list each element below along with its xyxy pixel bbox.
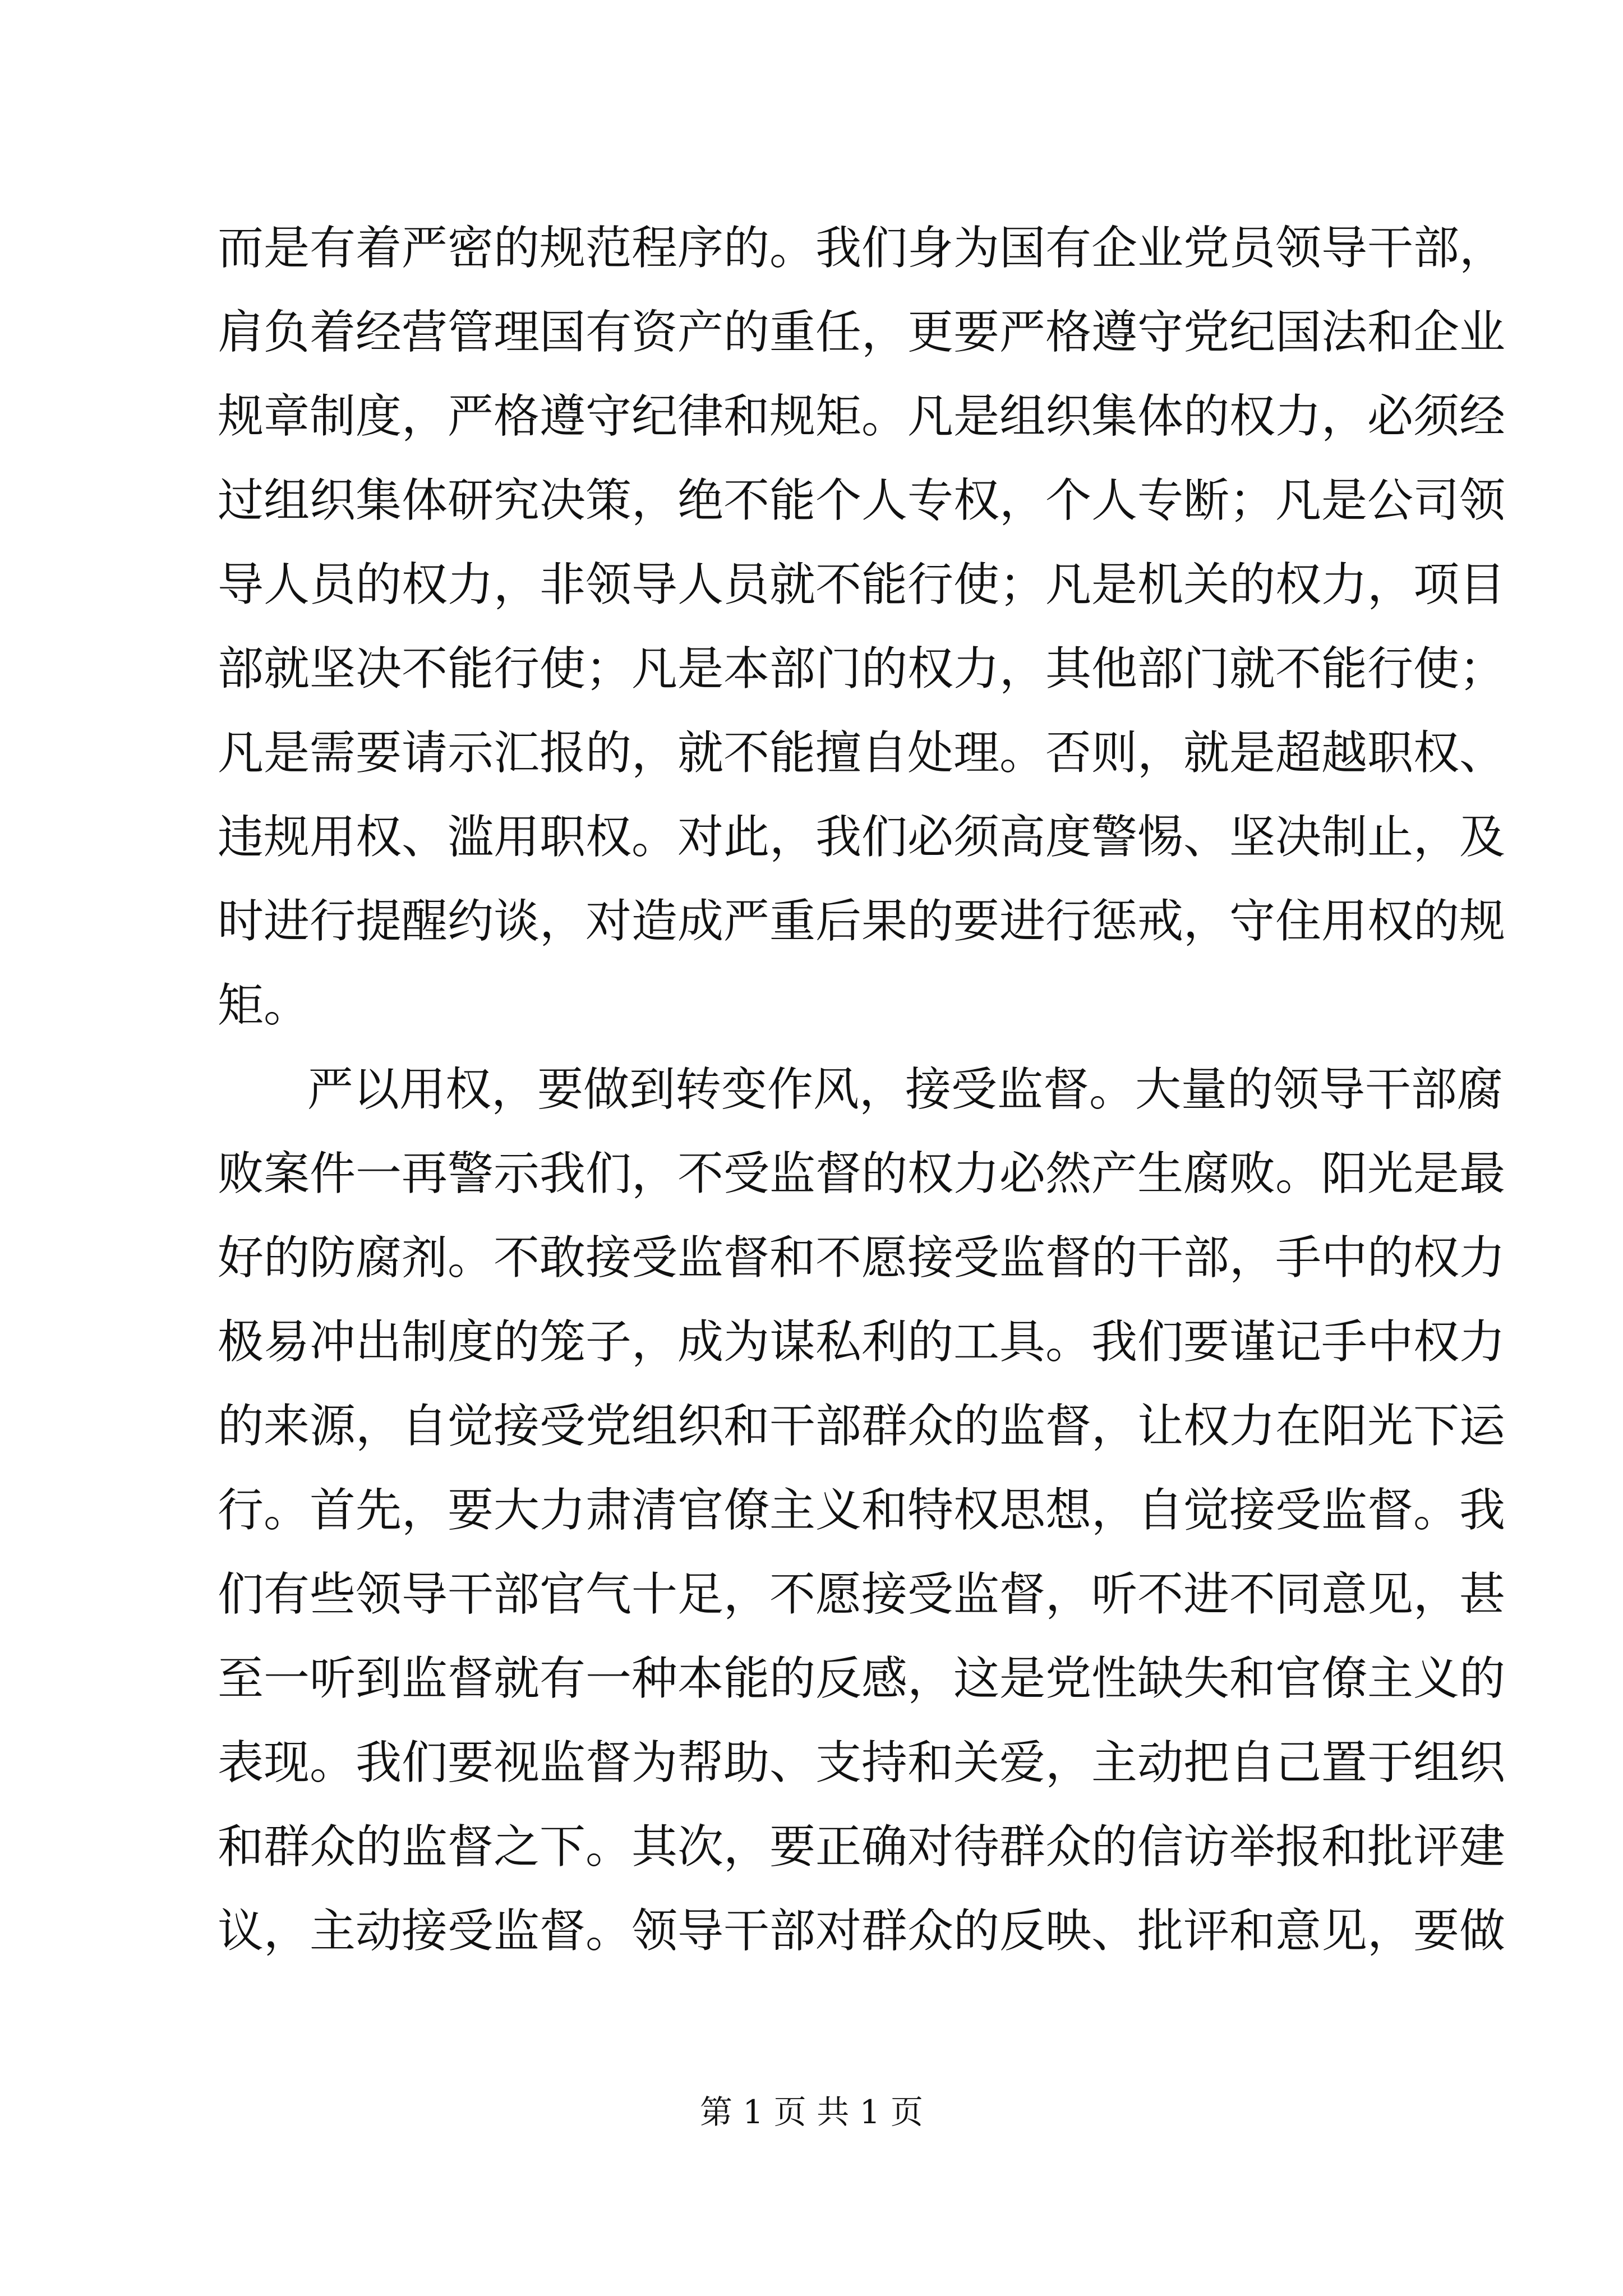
text-line: 至一听到监督就有一种本能的反感，这是党性缺失和官僚主义的 [218, 1652, 1506, 1705]
page-number-footer: 第 1 页 共 1 页 [700, 2093, 923, 2131]
text-line: 和群众的监督之下。其次，要正确对待群众的信访举报和批评建 [218, 1820, 1506, 1874]
text-line: 的来源，自觉接受党组织和干部群众的监督，让权力在阳光下运 [218, 1400, 1506, 1453]
text-line: 导人员的权力，非领导人员就不能行使；凡是机关的权力，项目 [218, 558, 1506, 611]
paragraph-2 [218, 1048, 1506, 1973]
text-line: 时进行提醒约谈，对造成严重后果的要进行惩戒，守住用权的规 [218, 895, 1506, 948]
body-text [218, 206, 1506, 1973]
text-line: 好的防腐剂。不敢接受监督和不愿接受监督的干部，手中的权力 [218, 1231, 1506, 1285]
paragraph-1 [218, 206, 1506, 1048]
text-line: 凡是需要请示汇报的，就不能擅自处理。否则，就是超越职权、 [218, 726, 1506, 780]
text-line: 违规用权、滥用职权。对此，我们必须高度警惕、坚决制止，及 [218, 811, 1506, 864]
text-line: 过组织集体研究决策，绝不能个人专权，个人专断；凡是公司领 [218, 474, 1506, 527]
text-line: 部就坚决不能行使；凡是本部门的权力，其他部门就不能行使； [218, 642, 1506, 696]
text-line: 议，主动接受监督。领导干部对群众的反映、批评和意见，要做 [218, 1904, 1506, 1958]
text-line: 矩。 [218, 979, 310, 1032]
text-line: 们有些领导干部官气十足，不愿接受监督，听不进不同意见，甚 [218, 1568, 1506, 1621]
text-line: 而是有着严密的规范程序的。我们身为国有企业党员领导干部， [218, 222, 1506, 275]
text-line: 败案件一再警示我们，不受监督的权力必然产生腐败。阳光是最 [218, 1147, 1506, 1200]
text-line: 表现。我们要视监督为帮助、支持和关爱，主动把自己置于组织 [218, 1736, 1506, 1789]
text-line: 严以用权，要做到转变作风，接受监督。大量的领导干部腐 [307, 1063, 1504, 1116]
text-line: 肩负着经营管理国有资产的重任，更要严格遵守党纪国法和企业 [218, 306, 1506, 359]
text-line: 规章制度，严格遵守纪律和规矩。凡是组织集体的权力，必须经 [218, 390, 1506, 443]
text-line: 行。首先，要大力肃清官僚主义和特权思想，自觉接受监督。我 [218, 1484, 1506, 1537]
text-line: 极易冲出制度的笼子，成为谋私利的工具。我们要谨记手中权力 [218, 1315, 1506, 1369]
